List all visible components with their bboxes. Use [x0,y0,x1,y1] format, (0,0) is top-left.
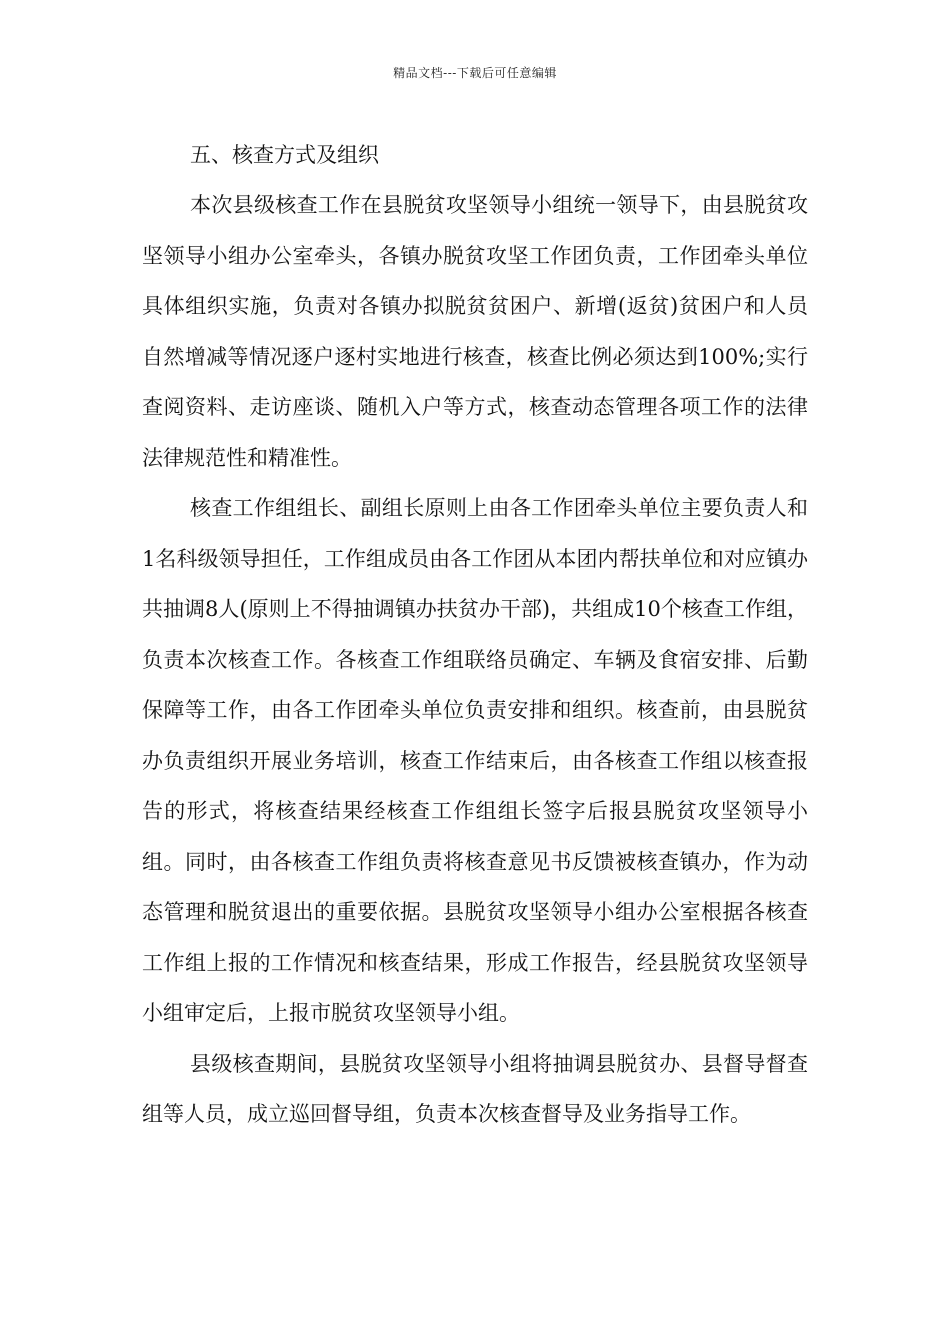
paragraph-working-groups: 核查工作组组长、副组长原则上由各工作团牵头单位主要负责人和1名科级领导担任，工作组成员由各工作团从本团内帮扶单位和对应镇办共抽调8人(原则上不得抽调镇办扶贫办干部)，共组成10个核查工作组，负责本次核查工作。各核查工作组联络员确定、车辆及食宿安排、后勤保障等工作，由各工作团牵头单位负责安排和组织。核查前，由县脱贫办负责组织开展业务培训，核查工作结束后，由各核查工作组以核查报告的形式，将核查结果经核查工作组组长签字后报县脱贫攻坚领导小组。同时，由各核查工作组负责将核查意见书反馈被核查镇办，作为动态管理和脱贫退出的重要依据。县脱贫攻坚领导小组办公室根据各核查工作组上报的工作情况和核查结果，形成工作报告，经县脱贫攻坚领导小组审定后，上报市脱贫攻坚领导小组。 [142,496,808,1025]
page-header: 精品文档---下载后可任意编辑 [393,66,557,80]
document-body [142,130,808,1140]
paragraph-verification-method: 本次县级核查工作在县脱贫攻坚领导小组统一领导下，由县脱贫攻坚领导小组办公室牵头，各镇办脱贫攻坚工作团负责，工作团牵头单位具体组织实施，负责对各镇办拟脱贫贫困户、新增(返贫)贫困户和人员自然增减等情况逐户逐村实地进行核查，核查比例必须达到100%;实行查阅资料、走访座谈、随机入户等方式，核查动态管理各项工作的法律法律规范性和精准性。 [142,193,808,470]
section-heading: 五、核查方式及组织 [190,143,379,167]
paragraph-supervision: 县级核查期间，县脱贫攻坚领导小组将抽调县脱贫办、县督导督查组等人员，成立巡回督导组，负责本次核查督导及业务指导工作。 [142,1051,808,1126]
